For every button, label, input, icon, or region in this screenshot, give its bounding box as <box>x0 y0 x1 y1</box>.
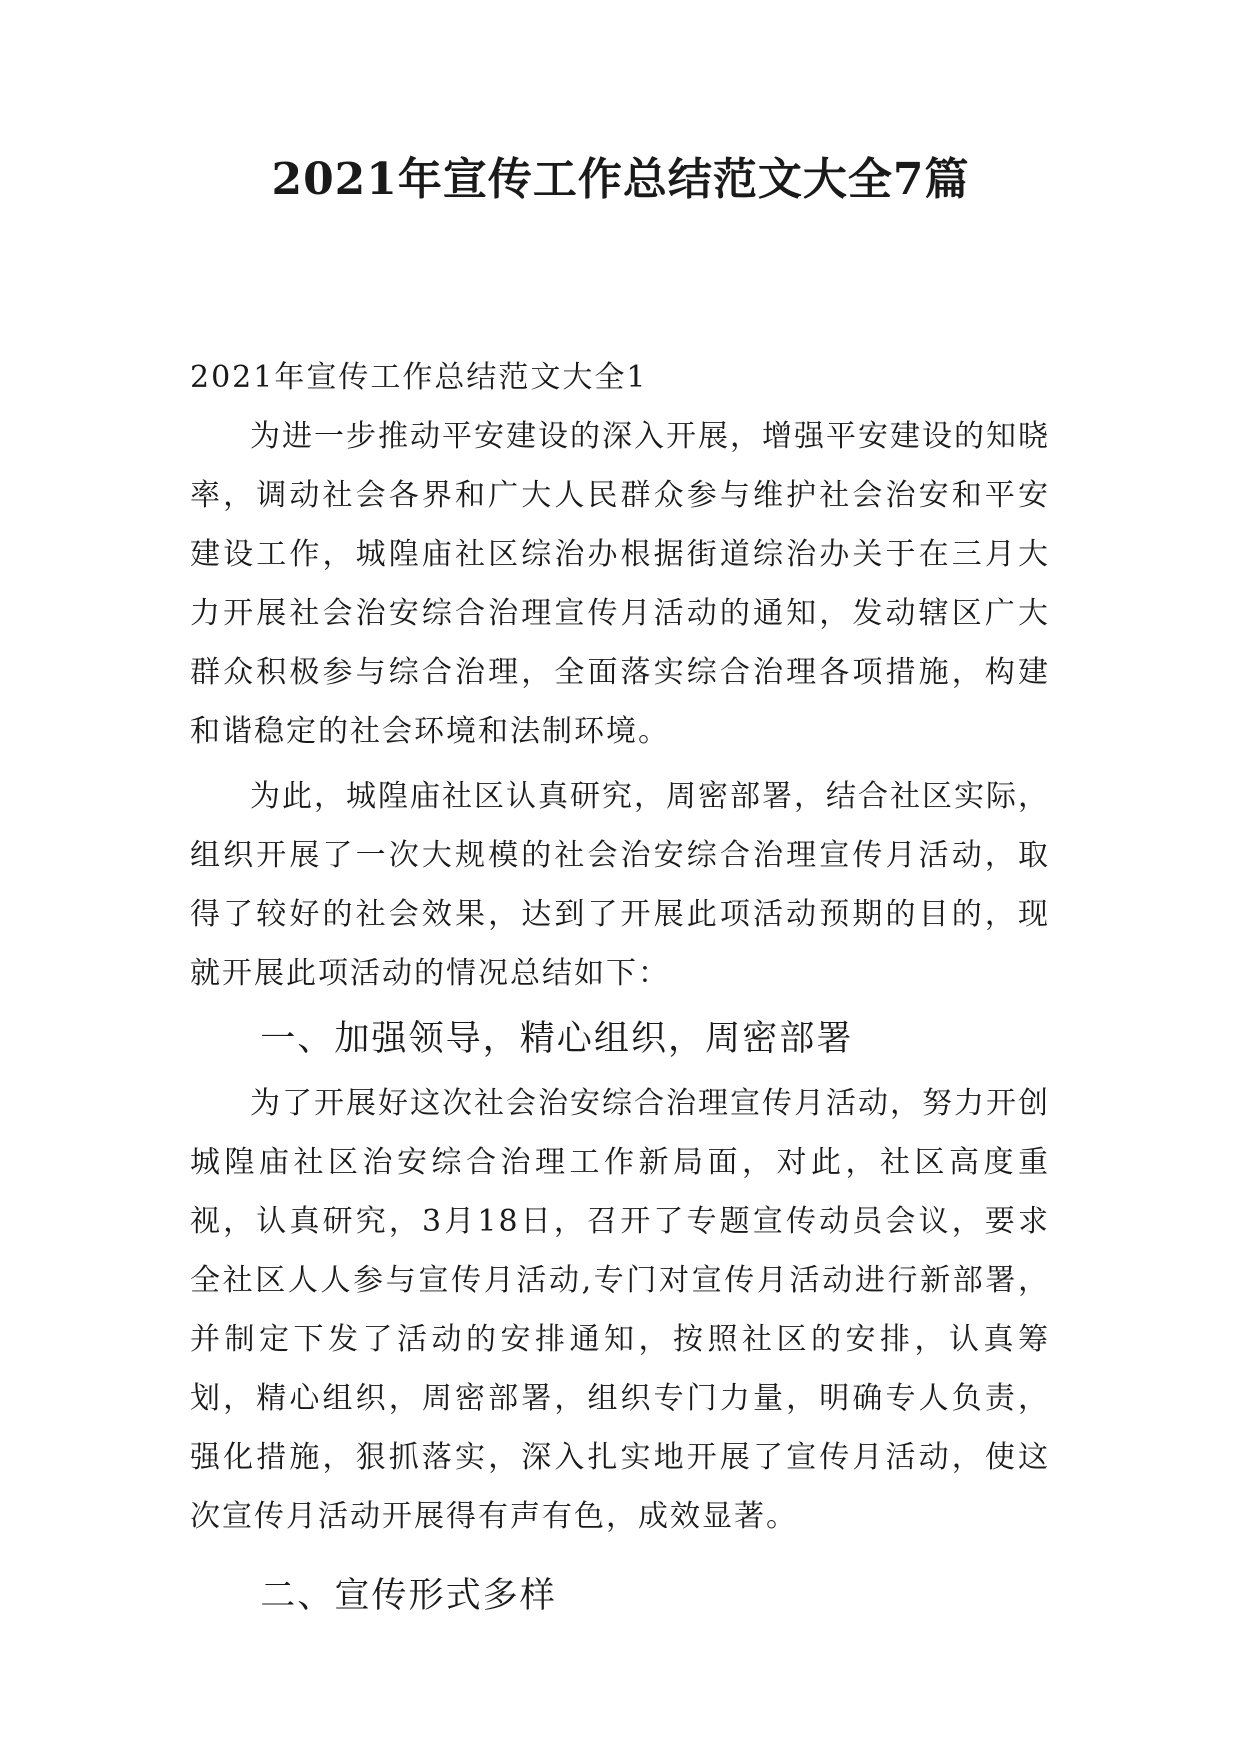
paragraph-leadership: 为了开展好这次社会治安综合治理宣传月活动，努力开创城隍庙社区治安综合治理工作新局面，对此，社区高度重视，认真研究，3月18日，召开了专题宣传动员会议，要求全社区人人参与宣传月活动,专门对宣传月活动进行新部署，并制定下发了活动的安排通知，按照社区的安排，认真筹划，精心组织，周密部署，组织专门力量，明确专人负责，强化措施，狠抓落实，深入扎实地开展了宣传月活动，使这次宣传月活动开展得有声有色，成效显著。 <box>190 1086 1050 1534</box>
section-heading-2: 二、宣传形式多样 <box>260 1575 557 1616</box>
paragraph-summary: 为此，城隍庙社区认真研究，周密部署，结合社区实际，组织开展了一次大规模的社会治安综合治理宣传月活动，取得了较好的社会效果，达到了开展此项活动预期的目的，现就开展此项活动的情况总结如下： <box>190 779 1050 991</box>
section-heading-1: 一、加强领导，精心组织，周密部署 <box>260 1018 854 1059</box>
document-body <box>190 348 1050 1625</box>
section-title: 2021年宣传工作总结范文大全1 <box>190 360 648 395</box>
document-title: 2021年宣传工作总结范文大全7篇 <box>271 154 970 205</box>
paragraph-intro: 为进一步推动平安建设的深入开展，增强平安建设的知晓率，调动社会各界和广大人民群众参与维护社会治安和平安建设工作，城隍庙社区综治办根据街道综治办关于在三月大力开展社会治安综合治理宣传月活动的通知，发动辖区广大群众积极参与综合治理，全面落实综合治理各项措施，构建和谐稳定的社会环境和法制环境。 <box>190 419 1050 749</box>
